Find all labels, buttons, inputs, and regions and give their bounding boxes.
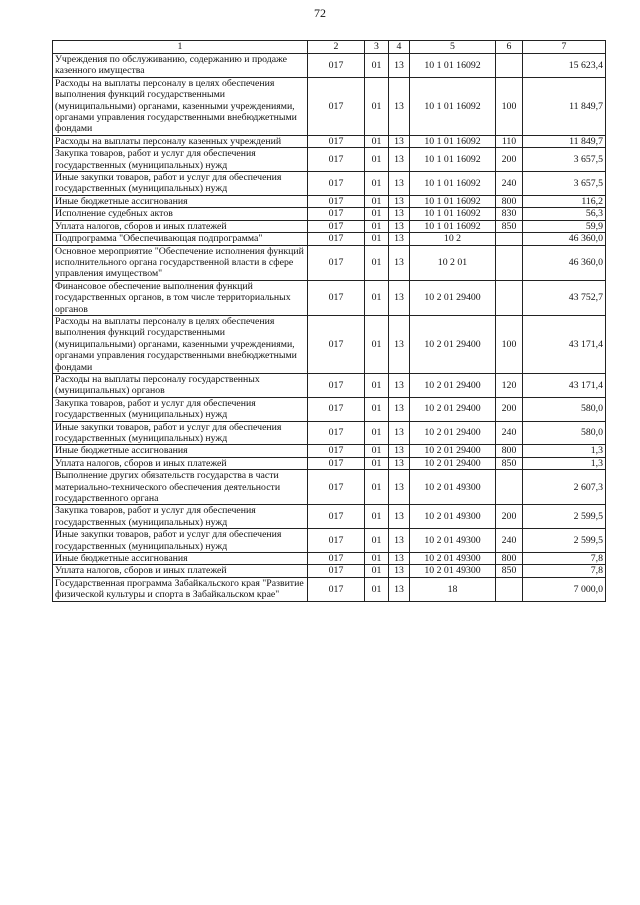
- row-name: Расходы на выплаты персоналу казенных учреждений: [53, 135, 308, 147]
- row-subsection: 13: [389, 397, 410, 421]
- row-target-article: 10 2 01 29400: [410, 457, 496, 469]
- row-subsection: 13: [389, 505, 410, 529]
- row-amount: 2 599,5: [523, 529, 606, 553]
- row-target-article: 10 1 01 16092: [410, 208, 496, 220]
- row-ministry-code: 017: [308, 135, 365, 147]
- row-amount: 43 171,4: [523, 373, 606, 397]
- row-section: 01: [365, 245, 389, 280]
- row-amount: 7 000,0: [523, 577, 606, 601]
- row-name: Основное мероприятие "Обеспечение исполнения функций исполнительного органа государственной власти в сфере управления имуществом": [53, 245, 308, 280]
- row-subsection: 13: [389, 220, 410, 232]
- row-name: Исполнение судебных актов: [53, 208, 308, 220]
- row-amount: 46 360,0: [523, 245, 606, 280]
- row-expense-type: 200: [496, 148, 523, 172]
- row-section: 01: [365, 470, 389, 505]
- row-target-article: 10 2 01 49300: [410, 565, 496, 577]
- row-section: 01: [365, 553, 389, 565]
- row-amount: 46 360,0: [523, 233, 606, 245]
- row-expense-type: 110: [496, 135, 523, 147]
- row-subsection: 13: [389, 54, 410, 78]
- row-target-article: 10 1 01 16092: [410, 220, 496, 232]
- row-section: 01: [365, 397, 389, 421]
- row-expense-type: 100: [496, 77, 523, 135]
- row-expense-type: 850: [496, 565, 523, 577]
- row-subsection: 13: [389, 208, 410, 220]
- row-target-article: 10 2 01 49300: [410, 470, 496, 505]
- row-section: 01: [365, 373, 389, 397]
- table-row: [53, 457, 606, 469]
- row-subsection: 13: [389, 445, 410, 457]
- column-header: 5: [410, 41, 496, 54]
- row-name: Иные бюджетные ассигнования: [53, 195, 308, 207]
- row-target-article: 10 1 01 16092: [410, 77, 496, 135]
- table-row: [53, 577, 606, 601]
- row-subsection: 13: [389, 172, 410, 196]
- row-section: 01: [365, 148, 389, 172]
- row-amount: 11 849,7: [523, 77, 606, 135]
- row-subsection: 13: [389, 457, 410, 469]
- table-row: [53, 77, 606, 135]
- row-name: Иные закупки товаров, работ и услуг для обеспечения государственных (муниципальных) нужд: [53, 172, 308, 196]
- row-ministry-code: 017: [308, 208, 365, 220]
- row-section: 01: [365, 233, 389, 245]
- row-subsection: 13: [389, 195, 410, 207]
- row-name: Уплата налогов, сборов и иных платежей: [53, 565, 308, 577]
- row-target-article: 10 1 01 16092: [410, 195, 496, 207]
- row-ministry-code: 017: [308, 148, 365, 172]
- row-target-article: 18: [410, 577, 496, 601]
- table-row: [53, 565, 606, 577]
- row-ministry-code: 017: [308, 565, 365, 577]
- row-name: Закупка товаров, работ и услуг для обеспечения государственных (муниципальных) нужд: [53, 397, 308, 421]
- row-name: Иные бюджетные ассигнования: [53, 553, 308, 565]
- column-header: 3: [365, 41, 389, 54]
- table-row: [53, 195, 606, 207]
- row-section: 01: [365, 280, 389, 315]
- row-expense-type: [496, 470, 523, 505]
- row-section: 01: [365, 208, 389, 220]
- table-row: [53, 233, 606, 245]
- row-name: Расходы на выплаты персоналу в целях обеспечения выполнения функций государственными (муниципальными) органами, казенными учреждениями, органами управления государственными внебюджетными фондами: [53, 315, 308, 373]
- row-subsection: 13: [389, 421, 410, 445]
- row-expense-type: 800: [496, 445, 523, 457]
- page-number: 72: [314, 6, 326, 20]
- row-ministry-code: 017: [308, 54, 365, 78]
- row-ministry-code: 017: [308, 529, 365, 553]
- table-row: [53, 421, 606, 445]
- row-target-article: 10 1 01 16092: [410, 135, 496, 147]
- table-row: [53, 135, 606, 147]
- row-section: 01: [365, 172, 389, 196]
- row-amount: 7,8: [523, 553, 606, 565]
- table-row: [53, 470, 606, 505]
- table-row: [53, 373, 606, 397]
- row-section: 01: [365, 54, 389, 78]
- row-expense-type: 200: [496, 505, 523, 529]
- row-amount: 580,0: [523, 421, 606, 445]
- row-subsection: 13: [389, 245, 410, 280]
- row-name: Уплата налогов, сборов и иных платежей: [53, 220, 308, 232]
- column-header: 6: [496, 41, 523, 54]
- row-section: 01: [365, 77, 389, 135]
- row-target-article: 10 2 01 29400: [410, 445, 496, 457]
- row-ministry-code: 017: [308, 553, 365, 565]
- row-expense-type: [496, 233, 523, 245]
- row-ministry-code: 017: [308, 445, 365, 457]
- row-expense-type: 850: [496, 457, 523, 469]
- row-ministry-code: 017: [308, 77, 365, 135]
- row-name: Закупка товаров, работ и услуг для обеспечения государственных (муниципальных) нужд: [53, 505, 308, 529]
- row-target-article: 10 2 01 49300: [410, 505, 496, 529]
- table-row: [53, 505, 606, 529]
- row-name: Выполнение других обязательств государства в части материально-технического обеспечения деятельности государственного органа: [53, 470, 308, 505]
- row-subsection: 13: [389, 77, 410, 135]
- row-section: 01: [365, 577, 389, 601]
- row-name: Государственная программа Забайкальского края "Развитие физической культуры и спорта в Забайкальском крае": [53, 577, 308, 601]
- row-name: Расходы на выплаты персоналу в целях обеспечения выполнения функций государственными (муниципальными) органами, казенными учреждениями, органами управления государственными внебюджетными фондами: [53, 77, 308, 135]
- row-name: Учреждения по обслуживанию, содержанию и продаже казенного имущества: [53, 54, 308, 78]
- table-row: [53, 445, 606, 457]
- row-expense-type: 830: [496, 208, 523, 220]
- column-header: 7: [523, 41, 606, 54]
- row-section: 01: [365, 505, 389, 529]
- row-target-article: 10 2 01 29400: [410, 315, 496, 373]
- row-expense-type: [496, 577, 523, 601]
- row-section: 01: [365, 529, 389, 553]
- row-ministry-code: 017: [308, 505, 365, 529]
- row-amount: 3 657,5: [523, 148, 606, 172]
- row-target-article: 10 2 01 29400: [410, 280, 496, 315]
- table-row: [53, 553, 606, 565]
- row-section: 01: [365, 220, 389, 232]
- row-amount: 1,3: [523, 445, 606, 457]
- row-target-article: 10 2 01 49300: [410, 529, 496, 553]
- row-ministry-code: 017: [308, 280, 365, 315]
- row-expense-type: 800: [496, 195, 523, 207]
- column-header: 4: [389, 41, 410, 54]
- row-subsection: 13: [389, 373, 410, 397]
- row-target-article: 10 2 01: [410, 245, 496, 280]
- row-name: Подпрограмма "Обеспечивающая подпрограмма": [53, 233, 308, 245]
- row-ministry-code: 017: [308, 421, 365, 445]
- row-subsection: 13: [389, 553, 410, 565]
- row-target-article: 10 1 01 16092: [410, 172, 496, 196]
- row-target-article: 10 2: [410, 233, 496, 245]
- row-expense-type: [496, 280, 523, 315]
- row-amount: 1,3: [523, 457, 606, 469]
- row-amount: 11 849,7: [523, 135, 606, 147]
- row-name: Иные закупки товаров, работ и услуг для обеспечения государственных (муниципальных) нужд: [53, 421, 308, 445]
- row-ministry-code: 017: [308, 195, 365, 207]
- row-name: Иные бюджетные ассигнования: [53, 445, 308, 457]
- row-expense-type: 240: [496, 529, 523, 553]
- table-row: [53, 148, 606, 172]
- row-subsection: 13: [389, 280, 410, 315]
- row-expense-type: 100: [496, 315, 523, 373]
- row-target-article: 10 2 01 29400: [410, 421, 496, 445]
- row-section: 01: [365, 315, 389, 373]
- row-amount: 580,0: [523, 397, 606, 421]
- row-amount: 3 657,5: [523, 172, 606, 196]
- row-ministry-code: 017: [308, 315, 365, 373]
- row-ministry-code: 017: [308, 373, 365, 397]
- row-target-article: 10 1 01 16092: [410, 148, 496, 172]
- row-section: 01: [365, 565, 389, 577]
- column-header: 1: [53, 41, 308, 54]
- row-section: 01: [365, 135, 389, 147]
- table-row: [53, 315, 606, 373]
- row-target-article: 10 2 01 29400: [410, 397, 496, 421]
- table-row: [53, 529, 606, 553]
- row-amount: 59,9: [523, 220, 606, 232]
- row-expense-type: 850: [496, 220, 523, 232]
- row-ministry-code: 017: [308, 245, 365, 280]
- row-expense-type: [496, 245, 523, 280]
- row-section: 01: [365, 421, 389, 445]
- table-row: [53, 208, 606, 220]
- row-section: 01: [365, 195, 389, 207]
- row-target-article: 10 2 01 29400: [410, 373, 496, 397]
- row-expense-type: 240: [496, 421, 523, 445]
- row-name: Закупка товаров, работ и услуг для обеспечения государственных (муниципальных) нужд: [53, 148, 308, 172]
- row-amount: 15 623,4: [523, 54, 606, 78]
- row-ministry-code: 017: [308, 397, 365, 421]
- table-row: [53, 54, 606, 78]
- table-row: [53, 172, 606, 196]
- row-amount: 56,3: [523, 208, 606, 220]
- row-expense-type: 120: [496, 373, 523, 397]
- row-name: Расходы на выплаты персоналу государственных (муниципальных) органов: [53, 373, 308, 397]
- row-amount: 2 599,5: [523, 505, 606, 529]
- row-expense-type: 200: [496, 397, 523, 421]
- row-amount: 43 752,7: [523, 280, 606, 315]
- row-subsection: 13: [389, 135, 410, 147]
- row-ministry-code: 017: [308, 457, 365, 469]
- row-expense-type: 240: [496, 172, 523, 196]
- budget-table: [52, 40, 606, 602]
- row-target-article: 10 2 01 49300: [410, 553, 496, 565]
- row-subsection: 13: [389, 148, 410, 172]
- row-name: Финансовое обеспечение выполнения функций государственных органов, в том числе территориальных органов: [53, 280, 308, 315]
- row-ministry-code: 017: [308, 233, 365, 245]
- row-section: 01: [365, 445, 389, 457]
- row-name: Иные закупки товаров, работ и услуг для обеспечения государственных (муниципальных) нужд: [53, 529, 308, 553]
- row-target-article: 10 1 01 16092: [410, 54, 496, 78]
- row-expense-type: 800: [496, 553, 523, 565]
- row-ministry-code: 017: [308, 577, 365, 601]
- row-amount: 43 171,4: [523, 315, 606, 373]
- row-name: Уплата налогов, сборов и иных платежей: [53, 457, 308, 469]
- row-section: 01: [365, 457, 389, 469]
- row-amount: 7,8: [523, 565, 606, 577]
- column-header: 2: [308, 41, 365, 54]
- row-subsection: 13: [389, 315, 410, 373]
- row-subsection: 13: [389, 233, 410, 245]
- row-ministry-code: 017: [308, 220, 365, 232]
- row-subsection: 13: [389, 470, 410, 505]
- table-row: [53, 397, 606, 421]
- row-ministry-code: 017: [308, 172, 365, 196]
- row-amount: 116,2: [523, 195, 606, 207]
- row-amount: 2 607,3: [523, 470, 606, 505]
- row-expense-type: [496, 54, 523, 78]
- row-ministry-code: 017: [308, 470, 365, 505]
- row-subsection: 13: [389, 565, 410, 577]
- table-row: [53, 245, 606, 280]
- table-row: [53, 220, 606, 232]
- row-subsection: 13: [389, 529, 410, 553]
- row-subsection: 13: [389, 577, 410, 601]
- table-row: [53, 280, 606, 315]
- header-row: [53, 41, 606, 54]
